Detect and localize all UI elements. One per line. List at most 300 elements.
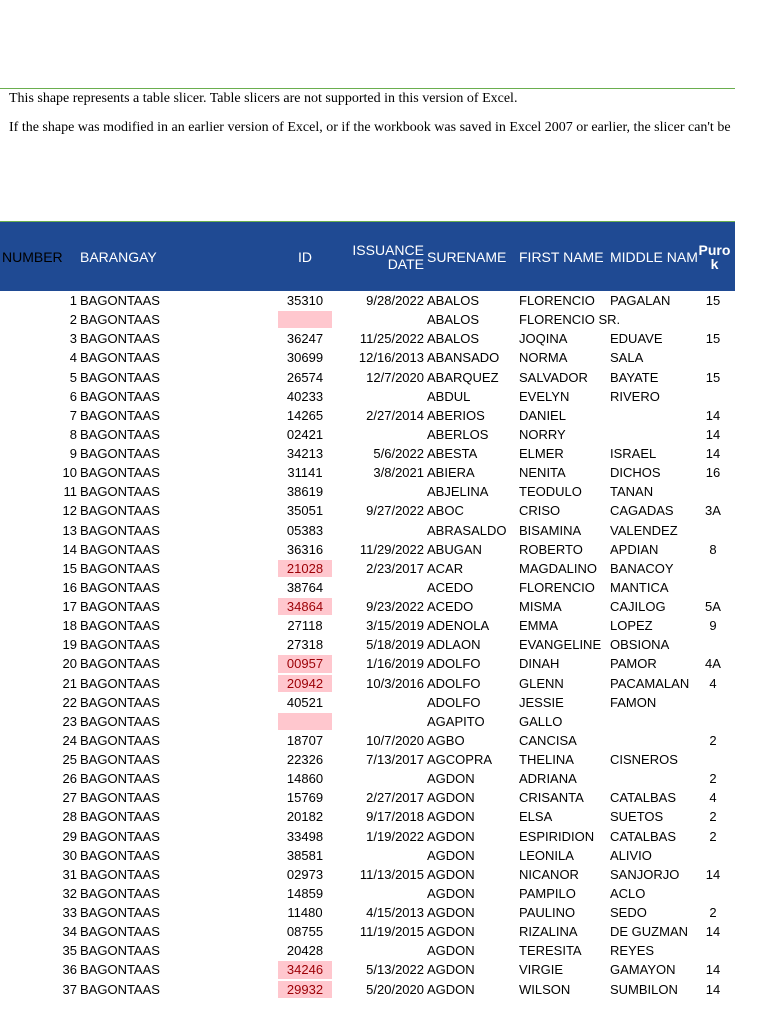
row-number-cell[interactable]: 24 xyxy=(62,732,77,748)
issuance-date-cell[interactable]: 9/17/2018 xyxy=(366,809,424,825)
surname-cell[interactable]: ABERIOS xyxy=(427,407,485,423)
surname-cell[interactable]: ADLAON xyxy=(427,637,481,653)
barangay-cell[interactable]: BAGONTAAS xyxy=(80,828,160,844)
first-name-cell[interactable]: TEODULO xyxy=(519,484,582,500)
row-number-cell[interactable]: 29 xyxy=(62,828,77,844)
barangay-cell[interactable]: BAGONTAAS xyxy=(80,771,160,787)
barangay-cell[interactable]: BAGONTAAS xyxy=(80,484,160,500)
header-number[interactable]: NUMBER xyxy=(2,249,63,264)
purok-cell[interactable]: 8 xyxy=(709,541,717,557)
middle-name-cell[interactable]: PACAMALAN xyxy=(610,675,690,691)
first-name-cell[interactable]: NORMA xyxy=(519,350,568,366)
purok-cell[interactable]: 2 xyxy=(709,828,717,844)
middle-name-cell[interactable] xyxy=(609,425,698,444)
purok-cell[interactable] xyxy=(698,712,735,731)
row-number-cell[interactable]: 1 xyxy=(69,293,77,308)
barangay-cell[interactable]: BAGONTAAS xyxy=(80,637,160,653)
middle-name-cell[interactable]: SANJORJO xyxy=(610,866,680,882)
first-name-cell[interactable]: RIZALINA xyxy=(519,924,578,940)
surname-cell[interactable]: ABALOS xyxy=(427,331,480,347)
id-cell[interactable]: 36316 xyxy=(286,541,324,557)
middle-name-cell[interactable]: TANAN xyxy=(610,484,654,500)
surname-cell[interactable]: AGDON xyxy=(427,866,475,882)
purok-cell[interactable]: 14 xyxy=(705,446,721,461)
middle-name-cell[interactable]: FAMON xyxy=(610,694,657,710)
barangay-cell[interactable]: BAGONTAAS xyxy=(80,446,160,461)
id-cell[interactable]: 35310 xyxy=(286,293,324,308)
barangay-cell[interactable]: BAGONTAAS xyxy=(80,809,160,825)
barangay-cell[interactable]: BAGONTAAS xyxy=(80,713,160,729)
first-name-cell[interactable]: THELINA xyxy=(519,752,574,767)
row-number-cell[interactable]: 3 xyxy=(69,331,77,347)
id-cell[interactable]: 27318 xyxy=(286,637,324,653)
purok-cell[interactable] xyxy=(698,521,735,540)
surname-cell[interactable]: AGBO xyxy=(427,732,465,748)
purok-cell[interactable] xyxy=(698,846,735,865)
surname-cell[interactable]: ABOC xyxy=(427,503,464,519)
barangay-cell[interactable]: BAGONTAAS xyxy=(80,503,160,519)
issuance-date-cell[interactable]: 11/13/2015 xyxy=(359,866,424,882)
first-name-cell[interactable]: GLENN xyxy=(519,675,564,691)
issuance-date-cell[interactable]: 3/15/2019 xyxy=(366,618,424,634)
first-name-cell[interactable]: CRISANTA xyxy=(519,790,584,806)
issuance-date-cell[interactable]: 5/13/2022 xyxy=(366,962,424,978)
issuance-date-cell[interactable]: 10/3/2016 xyxy=(366,675,424,691)
first-name-cell[interactable]: ELSA xyxy=(519,809,553,825)
barangay-cell[interactable]: BAGONTAAS xyxy=(80,943,160,959)
middle-name-cell[interactable]: CAJILOG xyxy=(610,599,666,614)
surname-cell[interactable]: AGDON xyxy=(427,981,475,997)
purok-cell[interactable] xyxy=(698,884,735,903)
surname-cell[interactable]: AGCOPRA xyxy=(427,752,493,767)
barangay-cell[interactable]: BAGONTAAS xyxy=(80,522,160,538)
surname-cell[interactable]: AGDON xyxy=(427,771,475,787)
purok-cell[interactable]: 14 xyxy=(705,866,721,882)
barangay-cell[interactable]: BAGONTAAS xyxy=(80,541,160,557)
purok-cell[interactable]: 14 xyxy=(705,426,721,442)
purok-cell[interactable]: 16 xyxy=(705,465,721,481)
middle-name-cell[interactable]: RIVERO xyxy=(610,388,660,404)
purok-cell[interactable] xyxy=(698,310,735,329)
purok-cell[interactable]: 5A xyxy=(705,599,721,614)
id-cell[interactable]: 38581 xyxy=(286,847,324,863)
row-number-cell[interactable]: 37 xyxy=(62,981,77,997)
purok-cell[interactable]: 4A xyxy=(705,656,721,672)
surname-cell[interactable]: ACAR xyxy=(427,560,464,576)
first-name-cell[interactable]: EVELYN xyxy=(519,388,570,404)
header-issuance-date[interactable]: ISSUANCE DATE xyxy=(352,242,424,271)
surname-cell[interactable]: AGDON xyxy=(427,885,475,901)
row-number-cell[interactable]: 22 xyxy=(62,694,77,710)
issuance-date-cell[interactable]: 2/27/2017 xyxy=(366,790,424,806)
first-name-cell[interactable]: JESSIE xyxy=(519,694,564,710)
first-name-cell[interactable]: CANCISA xyxy=(519,732,577,748)
purok-cell[interactable] xyxy=(698,578,735,597)
middle-name-cell[interactable]: ISRAEL xyxy=(610,446,657,461)
issuance-date-cell[interactable] xyxy=(333,521,426,540)
middle-name-cell[interactable]: ALIVIO xyxy=(610,847,652,863)
id-cell[interactable]: 27118 xyxy=(287,618,323,634)
row-number-cell[interactable]: 28 xyxy=(62,809,77,825)
header-id[interactable]: ID xyxy=(298,249,312,264)
row-number-cell[interactable]: 18 xyxy=(62,618,77,634)
id-cell[interactable]: 38619 xyxy=(286,484,324,500)
id-cell[interactable]: 34864 xyxy=(277,597,333,616)
middle-name-cell[interactable]: VALENDEZ xyxy=(610,522,678,538)
purok-cell[interactable]: 14 xyxy=(705,924,721,940)
id-cell[interactable]: 18707 xyxy=(286,732,324,748)
issuance-date-cell[interactable] xyxy=(333,769,426,788)
middle-name-cell[interactable]: CAGADAS xyxy=(610,503,674,519)
first-name-cell[interactable]: ADRIANA xyxy=(519,771,577,787)
purok-cell[interactable]: 2 xyxy=(709,732,717,748)
purok-cell[interactable]: 14 xyxy=(705,981,721,997)
purok-cell[interactable] xyxy=(698,387,735,406)
row-number-cell[interactable]: 13 xyxy=(62,522,77,538)
row-number-cell[interactable]: 34 xyxy=(62,924,77,940)
first-name-cell[interactable]: PAULINO xyxy=(519,905,576,920)
issuance-date-cell[interactable] xyxy=(333,941,426,960)
middle-name-cell[interactable]: PAMOR xyxy=(610,656,657,672)
row-number-cell[interactable]: 20 xyxy=(62,656,77,672)
id-cell[interactable]: 14860 xyxy=(286,771,324,787)
row-number-cell[interactable]: 16 xyxy=(62,579,77,595)
barangay-cell[interactable]: BAGONTAAS xyxy=(80,732,160,748)
first-name-cell[interactable]: ESPIRIDION xyxy=(519,828,595,844)
first-name-cell[interactable]: NICANOR xyxy=(519,866,579,882)
barangay-cell[interactable]: BAGONTAAS xyxy=(80,599,160,614)
barangay-cell[interactable]: BAGONTAAS xyxy=(80,331,160,347)
middle-name-cell[interactable]: SUMBILON xyxy=(610,981,678,997)
purok-cell[interactable]: 2 xyxy=(709,771,717,787)
middle-name-cell[interactable]: OBSIONA xyxy=(610,637,670,653)
id-cell[interactable]: 35051 xyxy=(286,503,324,519)
middle-name-cell[interactable]: ACLO xyxy=(610,885,646,901)
first-name-cell[interactable]: PAMPILO xyxy=(519,885,576,901)
header-first-name[interactable]: FIRST NAME xyxy=(519,249,604,264)
id-cell[interactable] xyxy=(277,712,333,731)
middle-name-cell[interactable]: BAYATE xyxy=(610,369,659,385)
surname-cell[interactable]: AGDON xyxy=(427,790,475,806)
surname-cell[interactable]: AGDON xyxy=(427,943,475,959)
issuance-date-cell[interactable]: 11/25/2022 xyxy=(359,331,424,347)
purok-cell[interactable] xyxy=(698,635,735,654)
surname-cell[interactable]: ABESTA xyxy=(427,446,478,461)
row-number-cell[interactable]: 30 xyxy=(62,847,77,863)
purok-cell[interactable] xyxy=(698,750,735,769)
surname-cell[interactable]: ACEDO xyxy=(427,579,474,595)
id-cell[interactable]: 20428 xyxy=(286,943,324,959)
barangay-cell[interactable]: BAGONTAAS xyxy=(80,350,160,366)
issuance-date-cell[interactable]: 9/28/2022 xyxy=(366,293,424,308)
barangay-cell[interactable]: BAGONTAAS xyxy=(80,579,160,595)
surname-cell[interactable]: ABRASALDO xyxy=(427,522,507,538)
barangay-cell[interactable]: BAGONTAAS xyxy=(80,656,160,672)
first-name-cell[interactable]: ROBERTO xyxy=(519,541,583,557)
surname-cell[interactable]: AGDON xyxy=(427,962,475,978)
surname-cell[interactable]: ADOLFO xyxy=(427,675,481,691)
row-number-cell[interactable]: 14 xyxy=(62,541,77,557)
issuance-date-cell[interactable]: 9/23/2022 xyxy=(366,599,424,614)
surname-cell[interactable]: AGDON xyxy=(427,828,475,844)
purok-cell[interactable]: 15 xyxy=(705,369,721,385)
header-surname[interactable]: SURENAME xyxy=(427,249,507,264)
surname-cell[interactable]: AGDON xyxy=(427,847,475,863)
first-name-cell[interactable]: ELMER xyxy=(519,446,564,461)
purok-cell[interactable]: 2 xyxy=(709,809,717,825)
middle-name-cell[interactable]: GAMAYON xyxy=(610,962,676,978)
header-purok[interactable]: Purok xyxy=(698,242,731,271)
middle-name-cell[interactable]: SALA xyxy=(610,350,644,366)
purok-cell[interactable]: 2 xyxy=(709,905,717,920)
row-number-cell[interactable]: 33 xyxy=(62,905,77,920)
middle-name-cell[interactable]: SUETOS xyxy=(610,809,664,825)
id-cell[interactable]: 11480 xyxy=(287,905,323,920)
id-cell[interactable]: 34246 xyxy=(277,960,333,979)
purok-cell[interactable]: 15 xyxy=(705,331,721,347)
purok-cell[interactable]: 4 xyxy=(709,675,717,691)
purok-cell[interactable]: 9 xyxy=(709,618,717,634)
barangay-cell[interactable]: BAGONTAAS xyxy=(80,675,160,691)
first-name-cell[interactable]: VIRGIE xyxy=(519,962,564,978)
issuance-date-cell[interactable] xyxy=(333,425,426,444)
header-barangay[interactable]: BARANGAY xyxy=(80,249,157,264)
first-name-cell[interactable]: WILSON xyxy=(519,981,571,997)
middle-name-cell[interactable]: LOPEZ xyxy=(610,618,653,634)
barangay-cell[interactable]: BAGONTAAS xyxy=(80,962,160,978)
issuance-date-cell[interactable]: 11/19/2015 xyxy=(359,924,424,940)
id-cell[interactable]: 40521 xyxy=(286,694,324,710)
row-number-cell[interactable]: 36 xyxy=(62,962,77,978)
id-cell[interactable] xyxy=(277,310,333,329)
purok-cell[interactable] xyxy=(698,559,735,578)
purok-cell[interactable] xyxy=(698,348,735,367)
id-cell[interactable]: 15769 xyxy=(286,790,324,806)
issuance-date-cell[interactable] xyxy=(333,884,426,903)
barangay-cell[interactable]: BAGONTAAS xyxy=(80,407,160,423)
issuance-date-cell[interactable]: 1/16/2019 xyxy=(366,656,424,672)
row-number-cell[interactable]: 10 xyxy=(62,465,77,481)
first-name-cell[interactable]: EVANGELINE xyxy=(519,637,602,653)
row-number-cell[interactable]: 32 xyxy=(62,885,77,901)
issuance-date-cell[interactable]: 2/27/2014 xyxy=(366,407,424,423)
barangay-cell[interactable]: BAGONTAAS xyxy=(80,293,160,308)
middle-name-cell[interactable] xyxy=(609,712,698,731)
row-number-cell[interactable]: 6 xyxy=(69,388,77,404)
row-number-cell[interactable]: 7 xyxy=(69,407,77,423)
middle-name-cell[interactable] xyxy=(609,731,698,750)
row-number-cell[interactable]: 12 xyxy=(62,503,77,519)
issuance-date-cell[interactable]: 9/27/2022 xyxy=(366,503,424,519)
id-cell[interactable]: 21028 xyxy=(277,559,333,578)
slicer-placeholder-shape[interactable] xyxy=(0,88,735,222)
first-name-cell[interactable]: DINAH xyxy=(519,656,560,672)
id-cell[interactable]: 40233 xyxy=(286,388,324,404)
issuance-date-cell[interactable]: 1/19/2022 xyxy=(366,828,424,844)
id-cell[interactable]: 29932 xyxy=(277,980,333,999)
row-number-cell[interactable]: 25 xyxy=(62,752,77,767)
id-cell[interactable]: 20182 xyxy=(286,809,324,825)
first-name-cell[interactable]: FLORENCIO xyxy=(519,293,595,308)
id-cell[interactable]: 26574 xyxy=(286,369,324,385)
middle-name-cell[interactable]: DE GUZMAN xyxy=(610,924,688,940)
middle-name-cell[interactable]: APDIAN xyxy=(610,541,659,557)
id-cell[interactable]: 38764 xyxy=(286,579,324,595)
row-number-cell[interactable]: 26 xyxy=(62,771,77,787)
issuance-date-cell[interactable] xyxy=(333,712,426,731)
surname-cell[interactable]: ADOLFO xyxy=(427,656,481,672)
barangay-cell[interactable]: BAGONTAAS xyxy=(80,388,160,404)
middle-name-cell[interactable]: PAGALAN xyxy=(610,293,671,308)
issuance-date-cell[interactable]: 5/18/2019 xyxy=(366,637,424,653)
issuance-date-cell[interactable] xyxy=(333,482,426,501)
barangay-cell[interactable]: BAGONTAAS xyxy=(80,426,160,442)
row-number-cell[interactable]: 23 xyxy=(62,713,77,729)
purok-cell[interactable] xyxy=(698,482,735,501)
barangay-cell[interactable]: BAGONTAAS xyxy=(80,694,160,710)
middle-name-cell[interactable] xyxy=(609,769,698,788)
surname-cell[interactable]: ACEDO xyxy=(427,599,474,614)
purok-cell[interactable] xyxy=(698,941,735,960)
row-number-cell[interactable]: 19 xyxy=(62,637,77,653)
barangay-cell[interactable]: BAGONTAAS xyxy=(80,369,160,385)
row-number-cell[interactable]: 4 xyxy=(69,350,77,366)
purok-cell[interactable]: 15 xyxy=(705,293,721,308)
id-cell[interactable]: 34213 xyxy=(286,446,324,461)
row-number-cell[interactable]: 27 xyxy=(62,790,77,806)
row-number-cell[interactable]: 9 xyxy=(69,446,77,461)
barangay-cell[interactable]: BAGONTAAS xyxy=(80,790,160,806)
surname-cell[interactable]: ABDUL xyxy=(427,388,471,404)
issuance-date-cell[interactable] xyxy=(333,310,426,329)
barangay-cell[interactable]: BAGONTAAS xyxy=(80,847,160,863)
issuance-date-cell[interactable]: 3/8/2021 xyxy=(373,465,424,481)
id-cell[interactable]: 05383 xyxy=(286,522,324,538)
middle-name-cell[interactable]: REYES xyxy=(610,943,655,959)
id-cell[interactable]: 22326 xyxy=(286,752,324,767)
barangay-cell[interactable]: BAGONTAAS xyxy=(80,924,160,940)
purok-cell[interactable]: 14 xyxy=(705,962,721,978)
id-cell[interactable]: 36247 xyxy=(286,331,324,347)
id-cell[interactable]: 33498 xyxy=(286,828,324,844)
row-number-cell[interactable]: 15 xyxy=(62,560,77,576)
row-number-cell[interactable]: 2 xyxy=(69,312,77,328)
surname-cell[interactable]: ABJELINA xyxy=(427,484,489,500)
purok-cell[interactable]: 4 xyxy=(709,790,717,806)
barangay-cell[interactable]: BAGONTAAS xyxy=(80,312,160,328)
id-cell[interactable]: 20942 xyxy=(277,674,333,693)
first-name-cell[interactable]: CRISO xyxy=(519,503,561,519)
first-name-cell[interactable]: EMMA xyxy=(519,618,558,634)
middle-name-cell[interactable] xyxy=(609,406,698,425)
id-cell[interactable]: 31141 xyxy=(287,465,323,481)
issuance-date-cell[interactable]: 12/16/2013 xyxy=(358,350,424,366)
surname-cell[interactable]: AGDON xyxy=(427,905,475,920)
issuance-date-cell[interactable] xyxy=(333,693,426,712)
first-name-cell[interactable]: GALLO xyxy=(519,713,563,729)
issuance-date-cell[interactable]: 12/7/2020 xyxy=(366,369,424,385)
issuance-date-cell[interactable]: 11/29/2022 xyxy=(359,541,424,557)
first-name-cell[interactable]: NORRY xyxy=(519,426,566,442)
first-name-cell[interactable]: FLORENCIO SR. xyxy=(519,312,621,328)
first-name-cell[interactable]: TERESITA xyxy=(519,943,582,959)
middle-name-cell[interactable]: CATALBAS xyxy=(610,790,676,806)
barangay-cell[interactable]: BAGONTAAS xyxy=(80,905,160,920)
first-name-cell[interactable]: MAGDALINO xyxy=(519,560,598,576)
middle-name-cell[interactable]: CISNEROS xyxy=(610,752,678,767)
issuance-date-cell[interactable]: 10/7/2020 xyxy=(366,732,424,748)
row-number-cell[interactable]: 8 xyxy=(69,426,77,442)
barangay-cell[interactable]: BAGONTAAS xyxy=(80,465,160,481)
barangay-cell[interactable]: BAGONTAAS xyxy=(80,752,160,767)
id-cell[interactable]: 02421 xyxy=(286,426,324,442)
purok-cell[interactable] xyxy=(698,693,735,712)
id-cell[interactable]: 02973 xyxy=(286,866,324,882)
issuance-date-cell[interactable]: 7/13/2017 xyxy=(366,752,424,767)
row-number-cell[interactable]: 17 xyxy=(62,599,77,614)
first-name-cell[interactable]: FLORENCIO xyxy=(519,579,595,595)
middle-name-cell[interactable]: CATALBAS xyxy=(610,828,676,844)
barangay-cell[interactable]: BAGONTAAS xyxy=(80,981,160,997)
issuance-date-cell[interactable]: 5/6/2022 xyxy=(373,446,424,461)
issuance-date-cell[interactable]: 5/20/2020 xyxy=(366,981,424,997)
first-name-cell[interactable]: NENITA xyxy=(519,465,566,481)
id-cell[interactable]: 08755 xyxy=(286,924,324,940)
barangay-cell[interactable]: BAGONTAAS xyxy=(80,560,160,576)
first-name-cell[interactable]: BISAMINA xyxy=(519,522,582,538)
row-number-cell[interactable]: 11 xyxy=(63,484,77,500)
surname-cell[interactable]: AGAPITO xyxy=(427,713,485,729)
surname-cell[interactable]: ADENOLA xyxy=(427,618,490,634)
surname-cell[interactable]: AGDON xyxy=(427,809,475,825)
surname-cell[interactable]: ABALOS xyxy=(427,312,480,328)
barangay-cell[interactable]: BAGONTAAS xyxy=(80,618,160,634)
first-name-cell[interactable]: SALVADOR xyxy=(519,369,588,385)
row-number-cell[interactable]: 5 xyxy=(69,369,77,385)
barangay-cell[interactable]: BAGONTAAS xyxy=(80,866,160,882)
row-number-cell[interactable]: 21 xyxy=(62,675,77,691)
middle-name-cell[interactable]: SEDO xyxy=(610,905,647,920)
first-name-cell[interactable]: MISMA xyxy=(519,599,562,614)
middle-name-cell[interactable]: EDUAVE xyxy=(610,331,663,347)
first-name-cell[interactable]: JOQINA xyxy=(519,331,568,347)
surname-cell[interactable]: ABARQUEZ xyxy=(427,369,499,385)
middle-name-cell[interactable] xyxy=(609,310,698,329)
surname-cell[interactable]: ABALOS xyxy=(427,293,480,308)
row-number-cell[interactable]: 35 xyxy=(62,943,77,959)
surname-cell[interactable]: AGDON xyxy=(427,924,475,940)
surname-cell[interactable]: ABERLOS xyxy=(427,426,489,442)
purok-cell[interactable]: 3A xyxy=(705,503,721,519)
id-cell[interactable]: 14265 xyxy=(286,407,324,423)
issuance-date-cell[interactable] xyxy=(333,846,426,865)
surname-cell[interactable]: ABUGAN xyxy=(427,541,482,557)
barangay-cell[interactable]: BAGONTAAS xyxy=(80,885,160,901)
issuance-date-cell[interactable] xyxy=(333,578,426,597)
purok-cell[interactable]: 14 xyxy=(705,407,721,423)
row-number-cell[interactable]: 31 xyxy=(62,866,77,882)
first-name-cell[interactable]: DANIEL xyxy=(519,407,566,423)
surname-cell[interactable]: ADOLFO xyxy=(427,694,481,710)
header-middle-name[interactable]: MIDDLE NAM xyxy=(610,249,698,264)
issuance-date-cell[interactable]: 4/15/2013 xyxy=(366,905,424,920)
middle-name-cell[interactable]: DICHOS xyxy=(610,465,661,481)
surname-cell[interactable]: ABANSADO xyxy=(427,350,500,366)
id-cell[interactable]: 30699 xyxy=(286,350,324,366)
surname-cell[interactable]: ABIERA xyxy=(427,465,475,481)
issuance-date-cell[interactable]: 2/23/2017 xyxy=(366,560,424,576)
middle-name-cell[interactable]: MANTICA xyxy=(610,579,669,595)
